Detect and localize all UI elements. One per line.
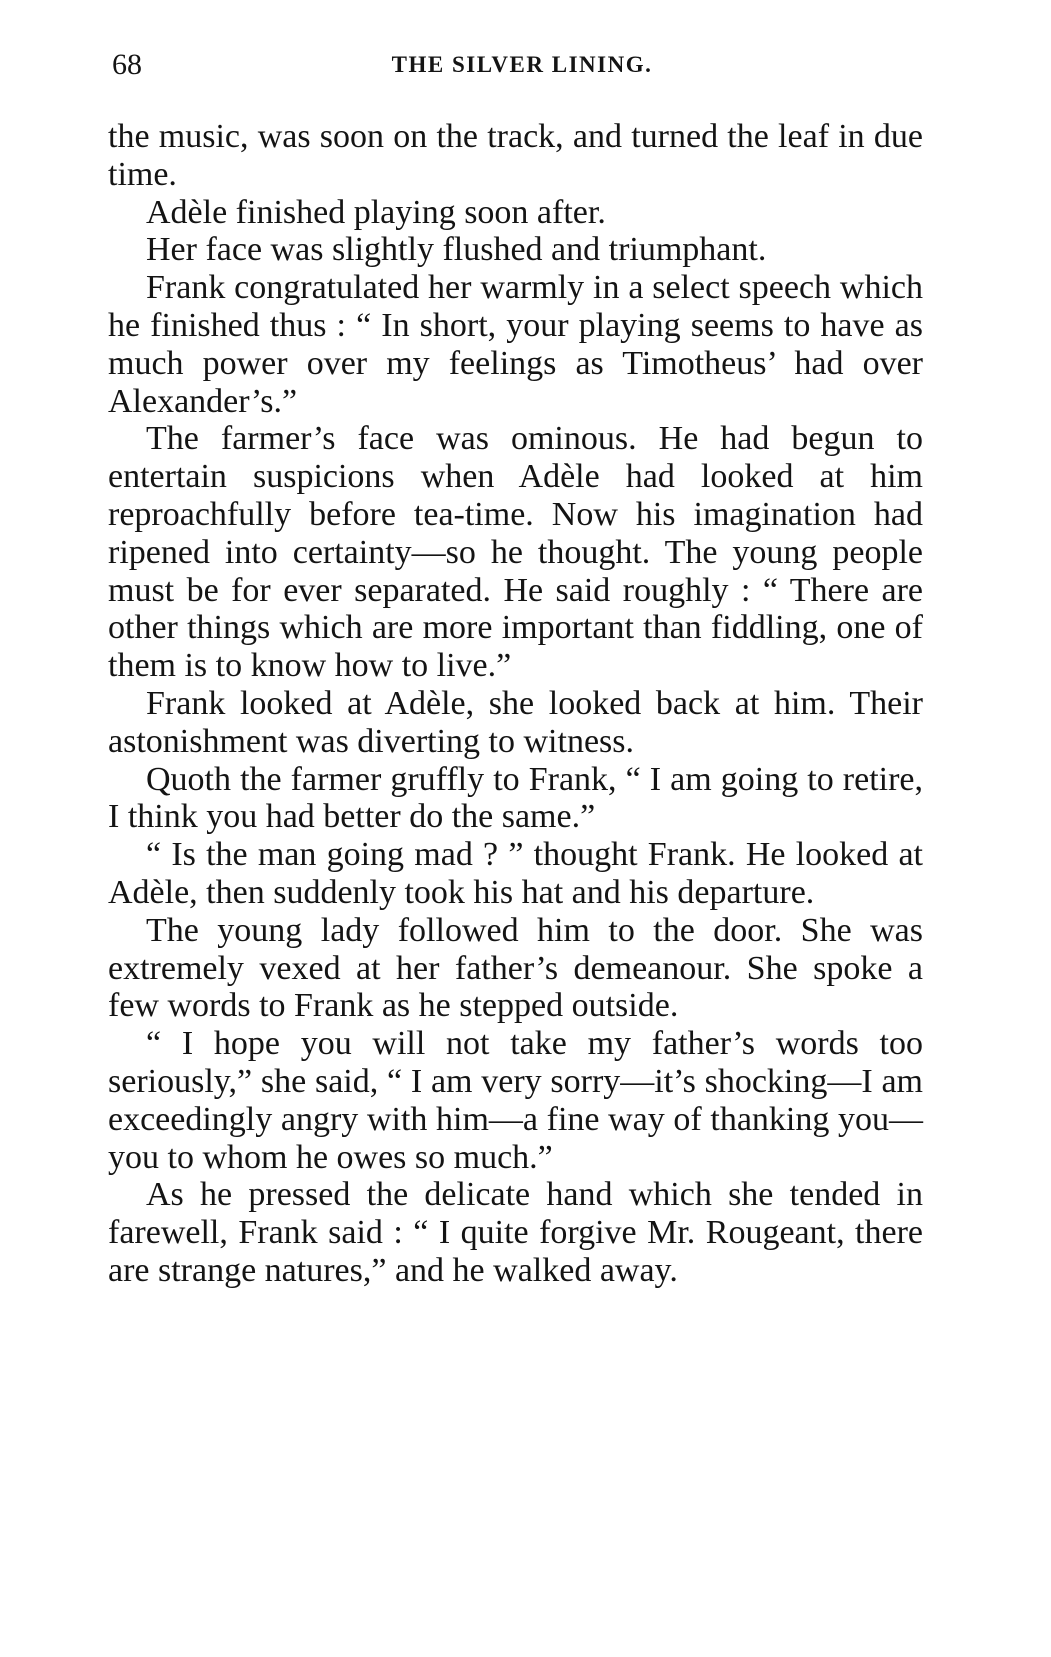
paragraph: “ Is the man going mad ? ” thought Frank. He looked at Adèle, then suddenly took his hat and his departure. bbox=[108, 836, 923, 911]
page-header bbox=[112, 48, 932, 88]
paragraph: The farmer’s face was ominous. He had begun to entertain suspicions when Adèle had looked at him reproachfully before tea-time. Now his imagination had ripened into certainty—so he thought. The young people must be for ever separated. He said roughly : “ There are other things which are more important than fiddling, one of them is to know how to live.” bbox=[108, 420, 923, 685]
paragraph: Her face was slightly flushed and triumphant. bbox=[146, 231, 767, 269]
paragraph: the music, was soon on the track, and turned the leaf in due time. bbox=[108, 118, 923, 193]
paragraph: Adèle finished playing soon after. bbox=[146, 193, 606, 231]
page-number: 68 bbox=[112, 48, 142, 81]
running-title: THE SILVER LINING. bbox=[391, 52, 653, 77]
paragraph: Quoth the farmer gruffly to Frank, “ I am going to retire, I think you had better do the same.” bbox=[108, 760, 923, 836]
body-text bbox=[108, 118, 923, 1290]
paragraph: Frank looked at Adèle, she looked back at him. Their astonishment was diverting to witness. bbox=[108, 684, 923, 760]
paragraph: The young lady followed him to the door. She was extremely vexed at her father’s demeanour. She spoke a few words to Frank as he stepped outside. bbox=[108, 911, 923, 1025]
paragraph: Frank congratulated her warmly in a select speech which he finished thus : “ In short, your playing seems to have as much power over my feelings as Timotheus’ had over Alexander’s.” bbox=[108, 269, 923, 420]
paragraph: “ I hope you will not take my father’s words too seriously,” she said, “ I am very sorry—it’s shocking—I am exceedingly angry with him—a fine way of thanking you—you to whom he owes so much.” bbox=[108, 1025, 923, 1176]
paragraph: As he pressed the delicate hand which she tended in farewell, Frank said : “ I quite forgive Mr. Rougeant, there are strange natures,” and he walked away. bbox=[108, 1176, 923, 1289]
